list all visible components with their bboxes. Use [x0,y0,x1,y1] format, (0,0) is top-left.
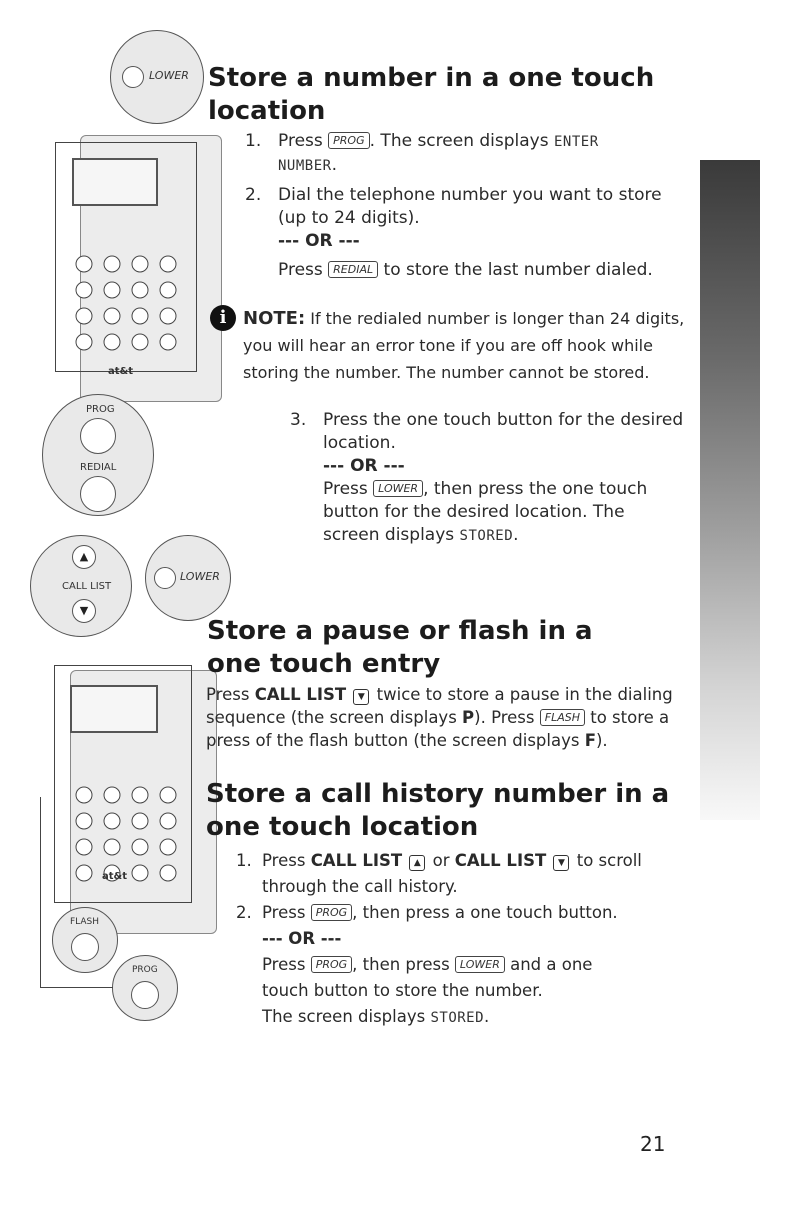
section1-heading-line1: Store a number in a one touch [208,63,655,93]
section2-heading-line2: one touch entry [207,649,441,679]
section1-heading-line2: location [208,96,326,126]
redial-callout-label: REDIAL [80,462,117,473]
flash-callout-label: FLASH [70,917,100,927]
section3-heading-line2: one touch location [206,812,479,842]
section1-step2: 2. Dial the telephone number you want to store (up to 24 digits). --- OR --- Press REDIAL to store the last number dialed. [245,184,685,282]
page-number: 21 [640,1132,666,1156]
section3-step2: 2. Press PROG , then press a one touch button. --- OR --- Press PROG , then press LOWER and a one touch button to store the number. The screen displays STORED. [236,900,696,1031]
call-list-down-icon: ▼ [353,689,369,705]
lcd-text: STORED [430,1010,485,1026]
brand-logo: at&t [108,366,134,377]
or-divider: --- OR --- [278,231,360,251]
phone-keypad-icon [70,252,190,362]
phone-display-icon [72,158,158,206]
call-list-up-icon: ▲ [409,855,425,871]
lcd-text: ENTER [554,134,599,150]
section3-steps [236,848,696,1031]
lower-callout-label-2: LOWER [180,570,220,583]
prog-key-icon: PROG [328,132,369,149]
prog-key-icon: PROG [311,904,352,921]
call-list-down-icon: ▼ [72,599,96,623]
flash-key-icon: FLASH [540,709,585,726]
lower-button-icon-2 [154,567,176,589]
note-icon: i [210,305,236,331]
call-list-down-icon: ▼ [553,855,569,871]
or-divider: --- OR --- [262,929,342,948]
prog-callout-label: PROG [86,404,115,415]
section2-heading-line1: Store a pause or flash in a [207,616,593,646]
prog-button-icon-2 [131,981,159,1009]
or-divider: --- OR --- [323,456,405,476]
prog-callout-label-2: PROG [132,965,158,975]
section3-heading-line1: Store a call history number in a [206,779,670,809]
call-list-up-icon: ▲ [72,545,96,569]
illustration-store-number [30,30,230,530]
redial-button-icon [80,476,116,512]
section2-body: Press CALL LIST ▼ twice to store a pause in the dialing sequence (the screen displays P). Press FLASH to store a press of the flash button (the screen displays F). [206,685,673,750]
leader-line [40,797,113,988]
lower-key-icon: LOWER [455,956,505,973]
section-tab [700,160,806,820]
lcd-text: NUMBER [278,158,332,174]
section1-step1: 1. Press PROG . The screen displays ENTER NUMBER. [245,131,599,175]
note-label: NOTE: [243,308,306,329]
brand-logo-2: at&t [102,871,128,882]
lower-key-icon: LOWER [373,480,423,497]
lower-callout-label: LOWER [149,69,189,82]
call-list-callout-label: CALL LIST [62,581,112,592]
section3-step1: 1. Press CALL LIST ▲ or CALL LIST ▼ to scroll through the call history. [236,851,642,896]
note: NOTE: If the redialed number is longer than 24 digits, you will hear an error tone if you are off hook while storing the number. The number cannot be stored. [243,308,685,382]
lcd-text: STORED [459,528,514,544]
phone-display-icon-2 [70,685,158,733]
prog-button-icon [80,418,116,454]
section1-steps [245,130,685,282]
prog-key-icon: PROG [311,956,352,973]
lower-button-icon [122,66,144,88]
section1-step3: 3. Press the one touch button for the desired location. --- OR --- Press LOWER , then press the one touch button for the desired location. The screen displays STORED. [290,409,700,548]
illustration-pause-flash [30,535,230,1045]
redial-key-icon: REDIAL [328,261,378,278]
section-tab-title: One touch memory [760,338,806,775]
